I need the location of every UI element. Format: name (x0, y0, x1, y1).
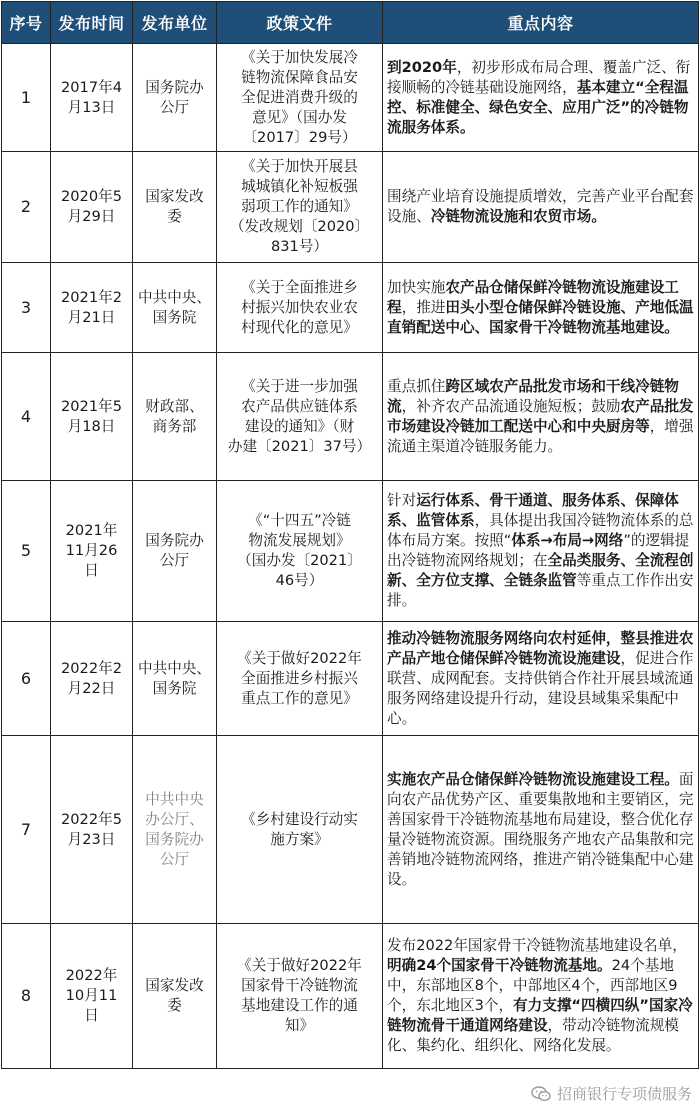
content-bold-segment: 跨区域农产品批发市场和干线冷链物流 (387, 377, 679, 415)
header-content: 重点内容 (383, 2, 699, 44)
row-date (51, 736, 133, 924)
cell-text: 《关于加快开展县 城城镇化补短板强 弱项工作的通知》 （发改规划〔2020〕 831号） (229, 158, 370, 255)
content-bold-segment: 农产品仓储保鲜冷链物流设施建设工程 (387, 278, 679, 316)
content-segment: 针对 (387, 492, 417, 509)
content-bold-segment: 推动冷链物流服务网络向农村延伸，整县推进农产品产地仓储保鲜冷链物流设施建设 (387, 629, 694, 667)
row-doc (217, 481, 383, 622)
row-content (383, 924, 699, 1069)
content-segment: 等重点工作作出安排。 (387, 572, 694, 609)
row-seq: 7 (2, 736, 51, 924)
content-bold-segment: 明确24个国家骨干冷链物流基地。 (387, 957, 612, 974)
row-org (133, 152, 217, 263)
cell-text: 2020年5 月29日 (60, 188, 123, 225)
content-segment: ，增强流通主渠道冷链服务能力。 (387, 417, 694, 455)
content-segment: ，补齐农产品流通设施短板；鼓励 (401, 397, 621, 415)
row-org (133, 924, 217, 1069)
content-segment: ”的逻辑提出冷链物流网络规划；在 (387, 532, 690, 569)
cell-text: 财政部、 商务部 (145, 397, 204, 435)
content-segment: 加快实施 (387, 278, 446, 296)
content-bold-segment: 全品类服务、全流程创新、全方位支撑、全链条监管 (387, 552, 694, 589)
cell-text: 2021年 11月26 日 (65, 522, 118, 579)
cell-text: 2021年5 月18日 (60, 397, 123, 435)
cell-text: 《乡村建设行动实 施方案》 (241, 810, 358, 848)
row-seq: 8 (2, 924, 51, 1069)
content-bold-segment: 运行体系、骨干通道、服务体系、保障体系、监管体系 (387, 492, 679, 529)
table-row (2, 622, 699, 736)
cell-text: 中共中央、 国务院 (138, 659, 211, 697)
cell-text: 《关于全面推进乡 村振兴加快农业农 村现代化的意见》 (241, 278, 358, 336)
cell-text: 中共中央、 国务院 (138, 288, 211, 326)
table-header-row (2, 2, 699, 44)
header-doc: 政策文件 (217, 2, 383, 44)
row-org (133, 263, 217, 353)
header-seq: 序号 (2, 2, 51, 44)
cell-text: 《关于进一步加强 农产品供应链体系 建设的通知》（财 办建〔2021〕37号） (227, 377, 372, 455)
cell-text: 2022年2 月22日 (60, 659, 123, 697)
header-date: 发布时间 (51, 2, 133, 44)
table-row (2, 263, 699, 353)
row-seq: 3 (2, 263, 51, 353)
row-date (51, 924, 133, 1069)
row-doc (217, 924, 383, 1069)
cell-text: 中共中央 办公厅、 国务院办 公厅 (145, 790, 204, 868)
row-org (133, 481, 217, 622)
content-segment: ，推进 (401, 298, 446, 316)
content-segment: ，初步形成布局合理、覆盖广泛、衔接顺畅的冷链基础设施网络， (387, 58, 691, 96)
row-seq: 4 (2, 353, 51, 481)
row-content (383, 44, 699, 152)
row-content (383, 481, 699, 622)
cell-text: 国务院办 公厅 (145, 78, 204, 116)
row-doc (217, 622, 383, 736)
row-date (51, 481, 133, 622)
content-segment: ，具体提出我国冷链物流体系的总体布局方案。按照“ (387, 512, 694, 549)
content-bold-segment: 田头小型仓储保鲜冷链设施、产地低温直销配送中心、国家骨干冷链物流基地建设。 (387, 298, 694, 336)
content-bold-segment: 实施农产品仓储保鲜冷链物流设施建设工程。 (387, 770, 679, 788)
content-segment: 围绕产业培育设施提质增效，完善产业平台配套设施、 (387, 188, 694, 225)
cell-text: 国家发改 委 (145, 977, 204, 1014)
table-row (2, 736, 699, 924)
row-date (51, 353, 133, 481)
table-row (2, 44, 699, 152)
row-org (133, 353, 217, 481)
cell-text: 2022年5 月23日 (60, 810, 123, 848)
row-doc (217, 44, 383, 152)
cell-text: 《关于做好2022年 国家骨干冷链物流 基地建设工作的通 知》 (237, 957, 362, 1034)
content-bold-segment: 有力支撑“四横四纵”国家冷链物流骨干通道网络建设 (387, 997, 693, 1034)
row-doc (217, 263, 383, 353)
cell-text: 《“十四五”冷链 物流发展规划》 （国办发〔2021〕 46号） (237, 512, 362, 589)
row-doc (217, 353, 383, 481)
row-date (51, 263, 133, 353)
cell-text: 《关于加快发展冷 链物流保障食品安 全促进消费升级的 意见》（国办发 〔2017〕29号） (241, 48, 358, 146)
content-segment: ，带动冷链物流规模化、集约化、组织化、网络化发展。 (387, 1017, 679, 1054)
table-row (2, 481, 699, 622)
table-row (2, 152, 699, 263)
content-segment: 24个基地中，东部地区8个，中部地区4个，西部地区9个，东北地区3个， (387, 957, 678, 1014)
row-doc (217, 736, 383, 924)
content-segment: 发布2022年国家骨干冷链物流基地建设名单， (387, 937, 687, 954)
row-content (383, 263, 699, 353)
content-bold-segment: 体系→布局→网络 (511, 532, 624, 549)
content-bold-segment: 到2020年 (387, 58, 457, 76)
row-org (133, 44, 217, 152)
cell-text: 2017年4 月13日 (60, 78, 123, 116)
row-date (51, 152, 133, 263)
row-doc (217, 152, 383, 263)
wechat-icon (531, 1086, 551, 1102)
row-date (51, 622, 133, 736)
row-content (383, 736, 699, 924)
content-segment: 重点抓住 (387, 377, 446, 395)
row-seq: 5 (2, 481, 51, 622)
row-content (383, 152, 699, 263)
cell-text: 2021年2 月21日 (60, 288, 123, 326)
cell-text: 《关于做好2022年 全面推进乡村振兴 重点工作的意见》 (237, 649, 362, 707)
row-content (383, 622, 699, 736)
content-segment: 面向农产品优势产区、重要集散地和主要销区，完善国家骨干冷链物流基地布局建设，整合优化存量冷链物流资源。围绕服务产地农产品集散和完善销地冷链物流网络，推进产销冷链集配中心建设。 (387, 770, 694, 888)
cell-text: 2022年 10月11 日 (65, 967, 118, 1024)
watermark (531, 1083, 692, 1104)
row-seq: 1 (2, 44, 51, 152)
table-row (2, 924, 699, 1069)
row-org (133, 622, 217, 736)
cell-text: 国务院办 公厅 (145, 532, 204, 569)
header-org: 发布单位 (133, 2, 217, 44)
content-bold-segment: 冷链物流设施和农贸市场。 (430, 208, 606, 225)
row-date (51, 44, 133, 152)
row-seq: 2 (2, 152, 51, 263)
content-bold-segment: 农产品批发市场建设冷链加工配送中心和中央厨房等 (387, 397, 694, 435)
row-content (383, 353, 699, 481)
policy-table (1, 1, 699, 1069)
cell-text: 国家发改 委 (145, 188, 204, 225)
table-row (2, 353, 699, 481)
watermark-text: 招商银行专项债服务 (556, 1085, 692, 1103)
content-segment: ，促进合作联营、成网配套。支持供销合作社开展县域流通服务网络建设提升行动，建设县域集采集配中心。 (387, 649, 694, 727)
row-org (133, 736, 217, 924)
content-bold-segment: 基本建立“全程温控、标准健全、绿色安全、应用广泛”的冷链物流服务体系。 (387, 78, 689, 136)
row-seq: 6 (2, 622, 51, 736)
